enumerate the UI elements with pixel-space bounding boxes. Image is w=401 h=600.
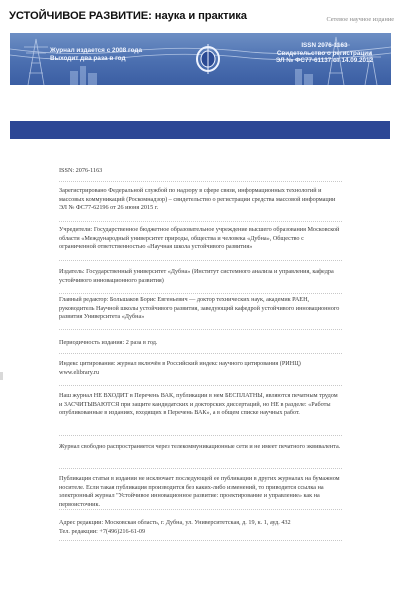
divider xyxy=(59,540,342,541)
republication-text: Публикация статьи в издании не исключает последующей ее публикации в других журналах на бумажном носителе. Если такая публикация производится без каких-либо изменений, то приводится ссылка на электронный журнал "Устойчивое инновационное развитие: проектирование и управление» как на первоисточник. xyxy=(59,475,340,508)
divider xyxy=(59,260,342,261)
banner-left-text xyxy=(50,47,142,63)
banner-founded-line: Журнал издается с 2008 года xyxy=(50,47,143,54)
divider xyxy=(59,468,342,469)
divider xyxy=(59,435,342,436)
banner-registration-number: ЭЛ № ФС77-61137 от 14.09.2012 xyxy=(275,57,373,65)
divider xyxy=(59,509,342,510)
side-scroll-tab[interactable] xyxy=(0,372,3,380)
address-text: Адрес редакции: Московская область, г. Дубна, ул. Университетская, д. 19, к. 1, ауд. 432 xyxy=(59,519,291,526)
journal-logo-icon xyxy=(195,41,221,77)
issn-text: ISSN: 2076-1163 xyxy=(59,167,103,174)
editor-text: Главный редактор: Большаков Борис Евгеньевич — доктор технических наук, академик РАЕН, руководитель Научной школы устойчивого развития, заведующий кафедрой устойчивого инновационного развития Университета «Дубна» xyxy=(59,296,340,321)
registration-text: Зарегистрировано Федеральной службой по надзору в сфере связи, информационных технологий и массовых коммуникаций (Роскомнадзор) – свидетельство о регистрации средства массовой информации ЭЛ № ФС77-62196 от 26 июня 2015 г. xyxy=(59,187,336,212)
vak-text: Наш журнал НЕ ВХОДИТ в Перечень ВАК, публикации в нем БЕСПЛАТНЫ, являются печатным трудом и ЗАСЧИТЫВАЮТСЯ при защите кандидатских и докторских диссертаций, но НЕ в разделе: «Работы опубликованные в изданиях, входящих в Перечень ВАК», а в общем списке научных работ. xyxy=(59,392,338,417)
periodicity-text: Периодичность издания: 2 раза в год. xyxy=(59,339,158,346)
divider xyxy=(59,329,342,330)
citation-index-text: Индекс цитирования: журнал включён в Российский индекс научного цитирования (РИНЦ) www.elibrary.ru xyxy=(59,360,301,376)
navigation-bar[interactable] xyxy=(10,121,390,139)
banner-right-text xyxy=(276,42,373,65)
site-title[interactable]: УСТОЙЧИВОЕ РАЗВИТИЕ: наука и практика xyxy=(9,10,247,22)
divider xyxy=(59,385,342,386)
banner-registration-label: Свидетельство о регистрации xyxy=(276,49,372,57)
banner-frequency-line: Выходит два раза в год xyxy=(50,55,126,62)
header-banner xyxy=(10,33,391,85)
banner-issn: ISSN 2076-1163 xyxy=(301,42,348,49)
divider xyxy=(59,353,342,354)
divider xyxy=(59,221,342,222)
divider xyxy=(59,293,342,294)
divider xyxy=(59,181,342,182)
phone-text: Тел. редакции: +7(496)216-61-09 xyxy=(59,528,146,535)
site-tagline: Сетевое научное издание xyxy=(326,16,394,23)
founders-text: Учредители: Государственное бюджетное образовательное учреждение высшего образования Московской области «Международный университет природы, общества и человека «Дубна», Общество с ограниченной ответственностью «Научная школа устойчивого развития» xyxy=(59,226,340,251)
distribution-text: Журнал свободно распространяется через телекоммуникационные сети и не имеет печатного эквивалента. xyxy=(59,443,341,450)
publisher-text: Издатель: Государственный университет «Дубна» (Институт системного анализа и управления, кафедра устойчивого инновационного развития) xyxy=(59,268,334,284)
site-header xyxy=(0,0,401,32)
